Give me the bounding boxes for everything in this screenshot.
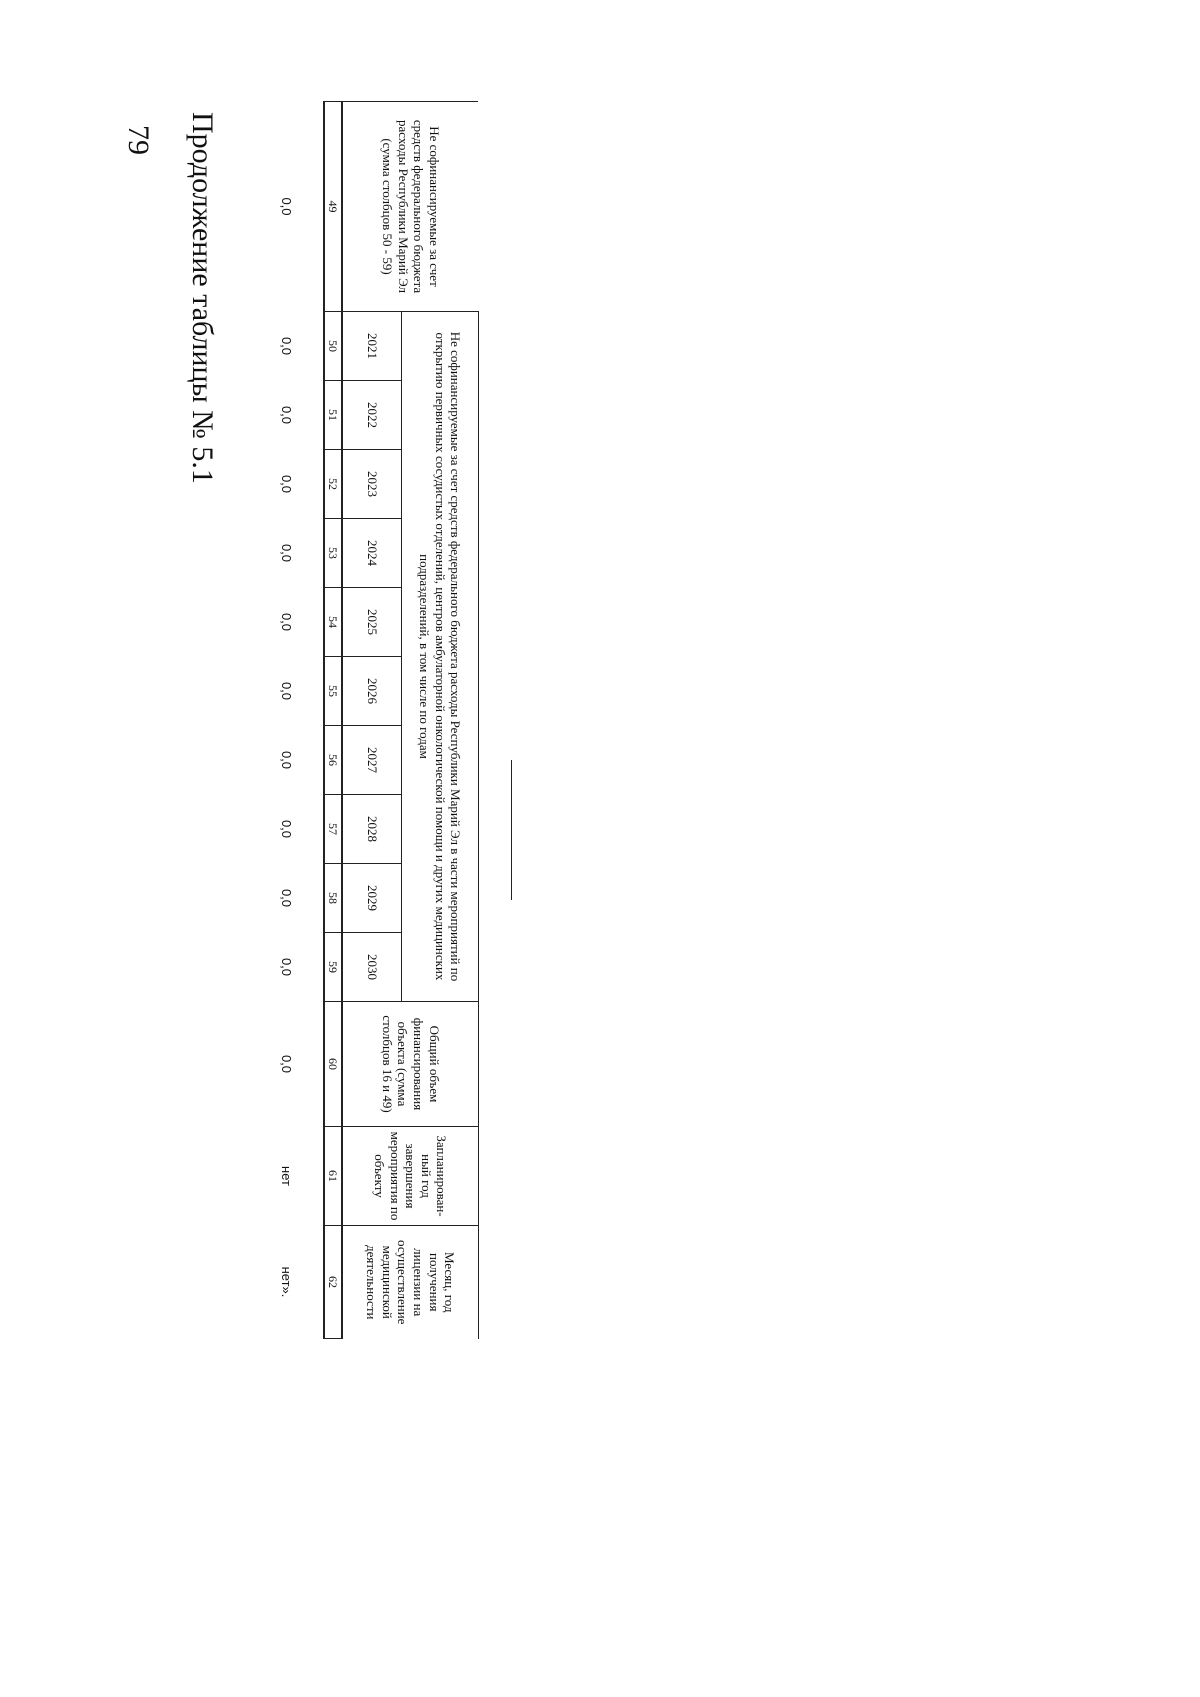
table-cell: 0,0: [279, 1054, 295, 1074]
column-number: 62: [324, 1226, 342, 1339]
table-cell: 0,0: [279, 681, 295, 701]
column-number: 59: [324, 933, 342, 1002]
table-cell: 0,0: [279, 474, 295, 494]
column-number: 54: [324, 588, 342, 657]
year-header: 2027: [342, 726, 402, 795]
table-cell: 0,0: [279, 957, 295, 977]
column-number: 52: [324, 450, 342, 519]
year-header: 2026: [342, 657, 402, 726]
table-cell: 0,0: [279, 405, 295, 425]
column-number: 50: [324, 312, 342, 381]
page-number: 79: [122, 125, 155, 155]
table-cell: 0,0: [279, 750, 295, 770]
year-header: 2028: [342, 795, 402, 864]
year-header: 2023: [342, 450, 402, 519]
column-number: 57: [324, 795, 342, 864]
table-cell: 0,0: [279, 336, 295, 356]
column-number: 56: [324, 726, 342, 795]
column-number: 55: [324, 657, 342, 726]
table-cell: 0,0: [279, 819, 295, 839]
header-col49: Не софинансируемые за счет средств федерального бюджета расходы Республики Марий Эл (сумма столбцов 50 - 59): [342, 102, 479, 312]
header-col61: Запланирован-ный год завершения мероприятия по объекту: [342, 1127, 479, 1226]
column-number: 61: [324, 1127, 342, 1226]
table-cell: 0,0: [279, 197, 295, 216]
table-cell: 0,0: [279, 612, 295, 632]
table-cell: 0,0: [279, 543, 295, 563]
column-number: 58: [324, 864, 342, 933]
column-number: 53: [324, 519, 342, 588]
year-header: 2021: [342, 312, 402, 381]
header-group-by-years: Не софинансируемые за счет средств федерального бюджета расходы Республики Марий Эл в части мероприятий по открытию первичных сосудистых отделений, центров амбулаторной онкологической помощи и других медицинских подразделений, в том числе по годам: [402, 312, 479, 1002]
column-number: 49: [324, 102, 342, 312]
table-cell: нет».: [279, 1266, 295, 1298]
year-header: 2029: [342, 864, 402, 933]
year-header: 2022: [342, 381, 402, 450]
header-col62: Месяц, год получения лицензии на осуществление медицинской деятельности: [342, 1226, 479, 1339]
closing-divider-line: [511, 760, 512, 900]
table-cell: нет: [279, 1166, 295, 1186]
year-header: 2024: [342, 519, 402, 588]
financing-table: [251, 101, 479, 1339]
header-col60: Общий объем финансирования объекта (сумма столбцов 16 и 49): [342, 1002, 479, 1127]
column-number: 51: [324, 381, 342, 450]
year-header: 2025: [342, 588, 402, 657]
year-header: 2030: [342, 933, 402, 1002]
table-title: Продолжение таблицы № 5.1: [186, 112, 219, 484]
table-cell: 0,0: [279, 888, 295, 908]
column-number: 60: [324, 1002, 342, 1127]
